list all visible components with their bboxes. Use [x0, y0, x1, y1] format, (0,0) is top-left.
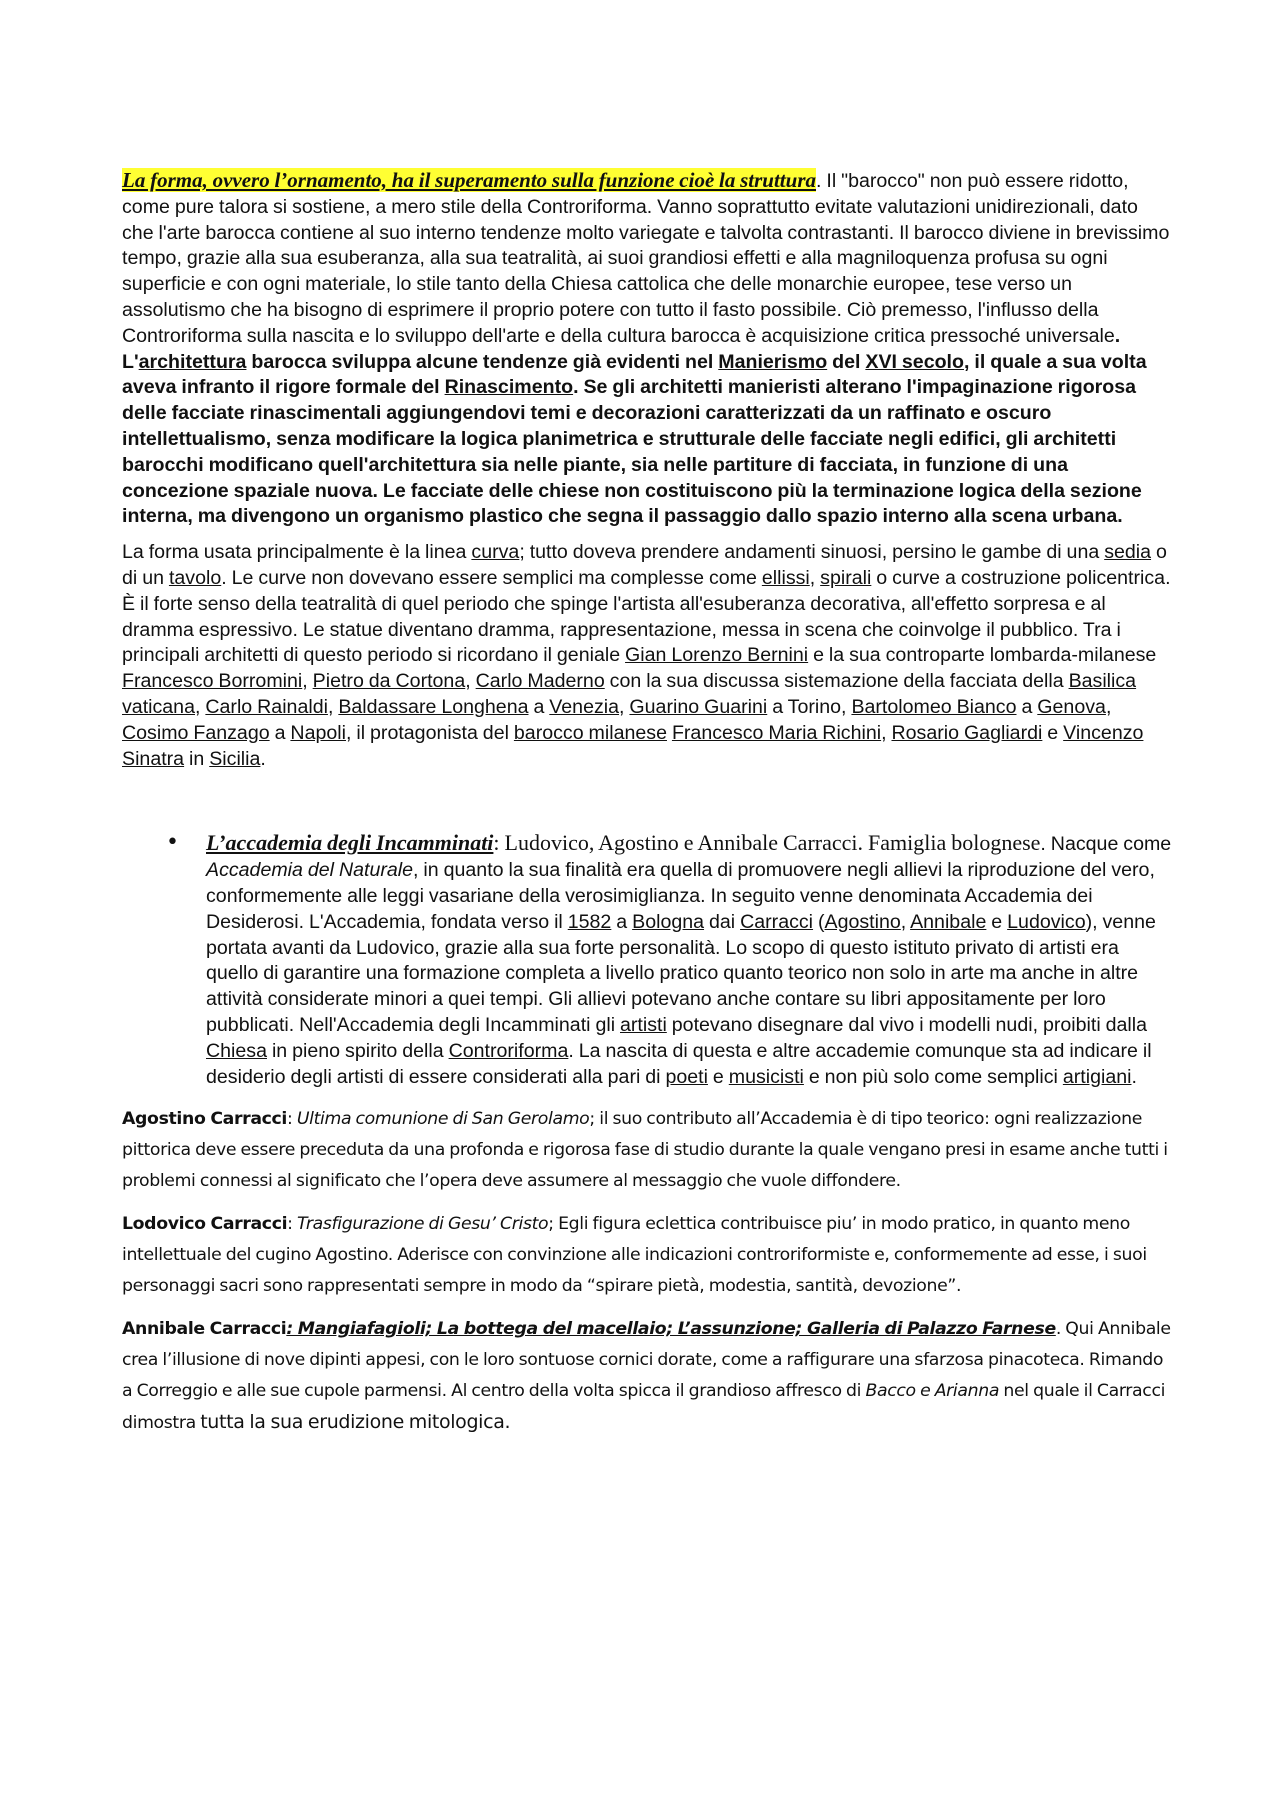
link-napoli[interactable]: Napoli: [290, 721, 346, 744]
link-bianco[interactable]: Bartolomeo Bianco: [851, 695, 1017, 718]
paragraph-agostino: Agostino Carracci: Ultima comunione di San Gerolamo; il suo contributo all’Accademia è di tipo teorico: ogni realizzazione pittorica deve essere preceduta da una profonda e rigorosa fase di studio durante la quale vengano presi in esame anche tutti i problemi connessi al significato che l’opera deve assumere al messaggio che vuole diffondere.: [122, 1109, 1168, 1192]
link-musicisti[interactable]: musicisti: [728, 1065, 804, 1088]
link-longhena[interactable]: Baldassare Longhena: [338, 695, 529, 718]
annibale-works: : Mangiafagioli; La bottega del macellaio; L’assunzione; Galleria di Palazzo Farnese: [286, 1319, 1056, 1340]
link-spirali[interactable]: spirali: [820, 566, 872, 589]
link-borromini[interactable]: Francesco Borromini: [122, 670, 303, 693]
annibale-name: Annibale Carracci: [122, 1319, 287, 1340]
link-xvi-secolo[interactable]: XVI secolo: [865, 350, 964, 373]
link-bologna[interactable]: Bologna: [632, 910, 705, 933]
link-rinascimento[interactable]: Rinascimento: [444, 376, 574, 399]
link-carracci[interactable]: Carracci: [740, 910, 814, 933]
bullet-icon: •: [166, 830, 179, 856]
link-sicilia[interactable]: Sicilia: [209, 747, 261, 770]
paragraph-annibale: Annibale Carracci: Mangiafagioli; La bottega del macellaio; L’assunzione; Galleria di Palazzo Farnese. Qui Annibale crea l’illusione di nove dipinti appesi, con le loro sontuose cornici dorate, come a raffigurare una sfarzosa pinacoteca. Rimando a Correggio e alle sue cupole parmensi. Al centro della volta spicca il grandioso affresco di Bacco e Arianna nel quale il Carracci dimostra tutta la sua erudizione mitologica.: [122, 1319, 1171, 1434]
link-barocco-milanese[interactable]: barocco milanese: [513, 721, 667, 744]
link-annibale[interactable]: Annibale: [910, 910, 987, 933]
paragraph-accademia: L’accademia degli Incamminati: Ludovico, Agostino e Annibale Carracci. Famiglia bolognese. Nacque come Accademia del Naturale, in quanto la sua finalità era quella di promuovere negli allievi la riproduzione del vero, conformemente alle leggi vasariane della verosimiglianza. In seguito venne denominata Accademia dei Desiderosi. L'Accademia, fondata verso il 1582 a Bologna dai Carracci (Agostino, Annibale e Ludovico), venne portata avanti da Ludovico, grazie alla sua forte personalità. Lo scopo di questo istituto privato di artisti era quello di garantire una formazione completa a livello pratico quanto teorico non solo in arte ma anche in altre attività considerate minori a quei tempi. Gli allievi potevano anche contare su libri appositamente per loro pubblicati. Nell'Accademia degli Incamminati gli artisti potevano disegnare dal vivo i modelli nudi, proibiti dalla Chiesa in pieno spirito della Controriforma. La nascita di questa e altre accademie comunque sta ad indicare il desiderio degli artisti di essere considerati alla pari di poeti e musicisti e non più solo come semplici artigiani.: [206, 830, 1172, 1088]
paragraph-lodovico: Lodovico Carracci: Trasfigurazione di Gesu’ Cristo; Egli figura eclettica contribuisce piu’ in modo pratico, in quanto meno intellettuale del cugino Agostino. Aderisce con convinzione alle indicazioni controriformiste e, conformemente ad esse, i suoi personaggi sacri sono rappresentati sempre in modo da “spirare pietà, modestia, santità, devozione”.: [122, 1214, 1147, 1297]
link-artigiani[interactable]: artigiani: [1062, 1065, 1132, 1088]
link-ludovico[interactable]: Ludovico: [1007, 910, 1086, 933]
document-page: [122, 168, 1172, 1439]
link-venezia[interactable]: Venezia: [549, 695, 620, 718]
link-guarini[interactable]: Guarino Guarini: [629, 695, 768, 718]
link-fanzago[interactable]: Cosimo Fanzago: [122, 721, 270, 744]
link-rainaldi[interactable]: Carlo Rainaldi: [205, 695, 328, 718]
link-tavolo[interactable]: tavolo: [168, 566, 222, 589]
link-maderno[interactable]: Carlo Maderno: [475, 670, 605, 693]
bold-section: . L'architettura barocca sviluppa alcune tendenze già evidenti nel Manierismo del XVI secolo, il quale a sua volta aveva infranto il rigore formale del Rinascimento. Se gli architetti manieristi alterano l'impaginazione rigorosa delle facciate rinascimentali aggiungendovi temi e decorazioni caratterizzati da un raffinato e oscuro intellettualismo, senza modificare la logica planimetrica e strutturale delle facciate negli edifici, gli architetti barocchi modificano quell'architettura sia nelle piante, sia nelle partiture di facciata, in funzione di una concezione spaziale nuova. Le facciate delle chiese non costituiscono più la terminazione logica della sezione interna, ma divengono un organismo plastico che segna il passaggio dallo spazio interno alla scena urbana.: [122, 324, 1147, 528]
link-sedia[interactable]: sedia: [1104, 541, 1152, 564]
agostino-work: Ultima comunione di San Gerolamo: [296, 1109, 590, 1130]
highlighted-lead: La forma, ovvero l’ornamento, ha il superamento sulla funzione cioè la struttura: [122, 168, 816, 192]
link-basilica-vaticana[interactable]: Basilica vaticana: [122, 670, 1137, 718]
lodovico-name: Lodovico Carracci: [122, 1214, 288, 1235]
link-gagliardi[interactable]: Rosario Gagliardi: [891, 721, 1043, 744]
link-artisti[interactable]: artisti: [620, 1013, 667, 1036]
bullet-item-incamminati: [122, 830, 1172, 1090]
link-architettura[interactable]: architettura: [138, 350, 247, 373]
link-bernini[interactable]: Gian Lorenzo Bernini: [625, 644, 809, 667]
link-ellissi[interactable]: ellissi: [761, 566, 810, 589]
bullet-heading: L’accademia degli Incamminati: Ludovico, Agostino e Annibale Carracci. Famiglia bolognese: [206, 830, 1041, 856]
link-richini[interactable]: Francesco Maria Richini: [671, 721, 882, 744]
agostino-name: Agostino Carracci: [122, 1109, 287, 1130]
paragraph-barocco: La forma, ovvero l’ornamento, ha il superamento sulla funzione cioè la struttura. Il "barocco" non può essere ridotto, come pure talora si sostiene, a mero stile della Controriforma. Vanno soprattutto evitate valutazioni unidirezionali, dato che l'arte barocca contiene al suo interno tendenze molto variegate e talvolta contrastanti. Il barocco diviene in brevissimo tempo, grazie alla sua esuberanza, alla sua teatralità, ai suoi grandiosi effetti e alla magniloquenza profusa su ogni superficie e con ogni materiale, lo stile tanto della Chiesa cattolica che delle monarchie europee, tese verso un assolutismo che ha bisogno di esprimere il proprio potere con tutto il fasto possibile. Ciò premesso, l'influsso della Controriforma sulla nascita e lo sviluppo dell'arte e della cultura barocca è acquisizione critica pressoché universale. L'architettura barocca sviluppa alcune tendenze già evidenti nel Manierismo del XVI secolo, il quale a sua volta aveva infranto il rigore formale del Rinascimento. Se gli architetti manieristi alterano l'impaginazione rigorosa delle facciate rinascimentali aggiungendovi temi e decorazioni caratterizzati da un raffinato e oscuro intellettualismo, senza modificare la logica planimetrica e strutturale delle facciate negli edifici, gli architetti barocchi modificano quell'architettura sia nelle piante, sia nelle partiture di facciata, in funzione di una concezione spaziale nuova. Le facciate delle chiese non costituiscono più la terminazione logica della sezione interna, ma divengono un organismo plastico che segna il passaggio dallo spazio interno alla scena urbana.: [122, 168, 1170, 528]
link-curva[interactable]: curva: [471, 541, 520, 564]
link-controriforma[interactable]: Controriforma: [448, 1039, 569, 1062]
link-poeti[interactable]: poeti: [665, 1065, 708, 1088]
link-sinatra[interactable]: Vincenzo Sinatra: [122, 721, 1144, 770]
link-genova[interactable]: Genova: [1037, 695, 1106, 718]
link-agostino[interactable]: Agostino: [824, 910, 901, 933]
lodovico-work: Trasfigurazione di Gesu’ Cristo: [297, 1214, 549, 1235]
link-manierismo[interactable]: Manierismo: [718, 350, 828, 373]
link-1582[interactable]: 1582: [567, 910, 612, 933]
paragraph-forma-curva: La forma usata principalmente è la linea curva; tutto doveva prendere andamenti sinuosi, persino le gambe di una sedia o di un tavolo. Le curve non dovevano essere semplici ma complesse come ellissi, spirali o curve a costruzione policentrica. È il forte senso della teatralità di quel periodo che spinge l'artista all'esuberanza decorativa, all'effetto sorpresa e al dramma espressivo. Le statue diventano dramma, rappresentazione, messa in scena che coinvolge il pubblico. Tra i principali architetti di questo periodo si ricordano il geniale Gian Lorenzo Bernini e la sua controparte lombarda-milanese Francesco Borromini, Pietro da Cortona, Carlo Maderno con la sua discussa sistemazione della facciata della Basilica vaticana, Carlo Rainaldi, Baldassare Longhena a Venezia, Guarino Guarini a Torino, Bartolomeo Bianco a Genova, Cosimo Fanzago a Napoli, il protagonista del barocco milanese Francesco Maria Richini, Rosario Gagliardi e Vincenzo Sinatra in Sicilia.: [122, 541, 1171, 770]
link-cortona[interactable]: Pietro da Cortona: [312, 670, 466, 693]
link-chiesa[interactable]: Chiesa: [206, 1039, 267, 1062]
